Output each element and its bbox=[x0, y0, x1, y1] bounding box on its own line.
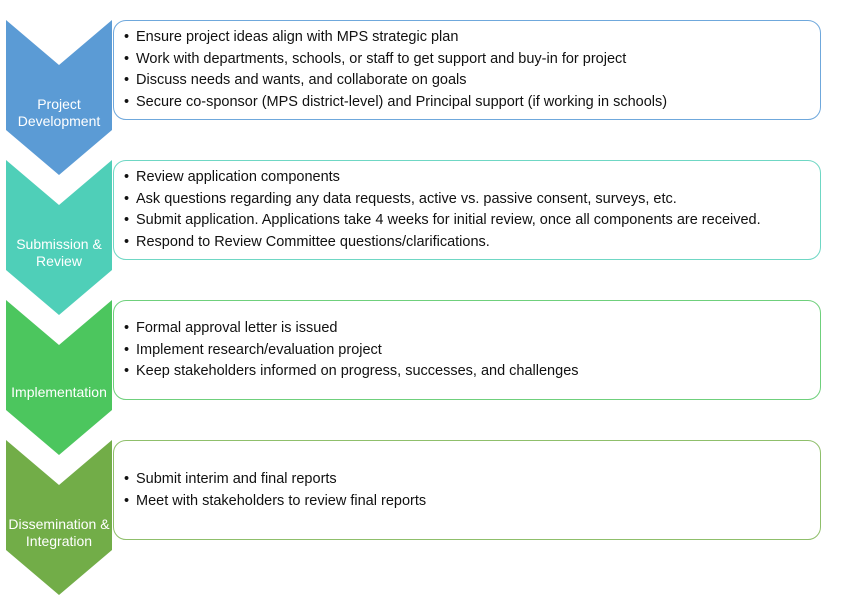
bullet-icon: • bbox=[124, 212, 130, 228]
bullet-item bbox=[124, 210, 761, 232]
bullet-text: Ensure project ideas align with MPS strategic plan bbox=[136, 29, 459, 45]
bullet-item bbox=[124, 469, 426, 491]
stage-title bbox=[0, 384, 118, 401]
bullet-item bbox=[124, 318, 579, 340]
bullet-text: Secure co-sponsor (MPS district-level) and Principal support (if working in schools) bbox=[136, 93, 668, 110]
bullet-text: Meet with stakeholders to review final reports bbox=[136, 492, 427, 509]
stage-title bbox=[0, 236, 118, 270]
stage-title-line: Dissemination & bbox=[8, 516, 110, 532]
bullet-item bbox=[124, 92, 667, 114]
bullet-item bbox=[124, 70, 667, 92]
bullet-text: Respond to Review Committee questions/clarifications. bbox=[136, 233, 490, 250]
bullet-icon: • bbox=[124, 492, 130, 509]
bullet-icon: • bbox=[124, 190, 130, 207]
bullet-list bbox=[124, 167, 761, 253]
stage-title-line: Submission & bbox=[16, 236, 102, 252]
bullet-icon: • bbox=[124, 93, 130, 110]
chevron-shape bbox=[6, 300, 112, 455]
stage-title-line: Project bbox=[37, 96, 81, 112]
bullet-icon: • bbox=[124, 363, 130, 379]
stage-details-box bbox=[113, 300, 821, 400]
stage-title bbox=[0, 516, 118, 550]
bullet-icon: • bbox=[124, 29, 130, 45]
bullet-item bbox=[124, 167, 761, 189]
stage-title-line: Integration bbox=[25, 533, 93, 549]
bullet-icon: • bbox=[124, 233, 130, 250]
bullet-item bbox=[124, 340, 579, 362]
stage-title-line: Development bbox=[17, 113, 101, 129]
stage-details-box bbox=[113, 20, 821, 120]
bullet-list bbox=[124, 469, 426, 512]
bullet-icon: • bbox=[124, 169, 130, 185]
stage-dissemination-integration bbox=[0, 440, 841, 600]
bullet-text: Keep stakeholders informed on progress, successes, and challenges bbox=[136, 363, 579, 379]
bullet-list bbox=[124, 27, 667, 113]
bullet-item bbox=[124, 361, 579, 383]
chevron-implementation bbox=[0, 300, 120, 460]
stage-title-line: Implementation bbox=[11, 384, 107, 400]
stage-details-box bbox=[113, 160, 821, 260]
bullet-text: Formal approval letter is issued bbox=[136, 320, 338, 336]
bullet-list bbox=[124, 318, 579, 383]
bullet-text: Work with departments, schools, or staff to get support and buy-in for project bbox=[136, 50, 627, 67]
stage-submission-review bbox=[0, 160, 841, 320]
bullet-text: Submit interim and final reports bbox=[136, 471, 337, 487]
bullet-text: Discuss needs and wants, and collaborate on goals bbox=[136, 72, 467, 88]
bullet-icon: • bbox=[124, 471, 130, 487]
bullet-icon: • bbox=[124, 341, 130, 358]
bullet-item bbox=[124, 491, 426, 513]
stage-details-box bbox=[113, 440, 821, 540]
bullet-item bbox=[124, 27, 667, 49]
bullet-text: Implement research/evaluation project bbox=[136, 341, 382, 358]
bullet-item bbox=[124, 189, 761, 211]
bullet-text: Ask questions regarding any data requests, active vs. passive consent, surveys, etc. bbox=[136, 190, 677, 207]
stage-title bbox=[0, 96, 118, 130]
bullet-item bbox=[124, 49, 667, 71]
bullet-item bbox=[124, 232, 761, 254]
stage-title-line: Review bbox=[36, 253, 82, 269]
stage-implementation bbox=[0, 300, 841, 460]
bullet-icon: • bbox=[124, 320, 130, 336]
bullet-icon: • bbox=[124, 50, 130, 67]
bullet-icon: • bbox=[124, 72, 130, 88]
stage-project-development bbox=[0, 20, 841, 180]
bullet-text: Review application components bbox=[136, 169, 340, 185]
bullet-text: Submit application. Applications take 4 weeks for initial review, once all components are received. bbox=[136, 212, 761, 228]
